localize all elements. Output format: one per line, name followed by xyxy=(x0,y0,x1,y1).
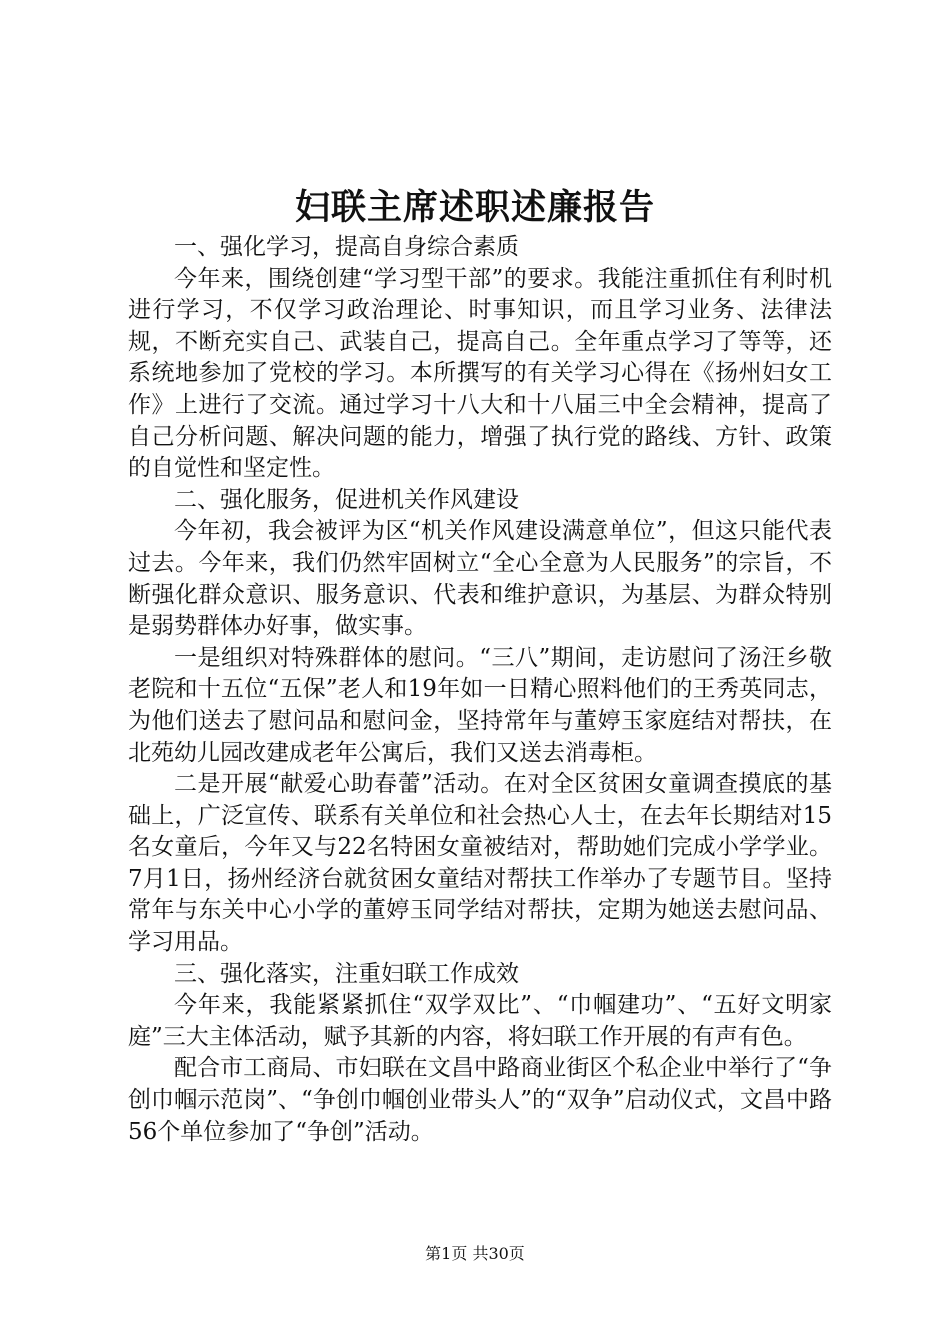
document-body xyxy=(128,232,832,1148)
page-footer: 第1页 共30页 xyxy=(425,1244,525,1263)
section-heading-2: 二、强化服务，促进机关作风建设 xyxy=(174,486,519,513)
document-title: 妇联主席述职述廉报告 xyxy=(294,187,655,228)
section-heading-3: 三、强化落实，注重妇联工作成效 xyxy=(174,960,519,987)
paragraph: 一是组织对特殊群体的慰问。“三八”期间，走访慰问了汤汪乡敬老院和十五位“五保”老人和19年如一日精心照料他们的王秀英同志，为他们送去了慰问品和慰问金，坚持常年与董婷玉家庭结对帮扶，在北苑幼儿园改建成老年公寓后，我们又送去消毒柜。 xyxy=(128,644,832,766)
section-heading-1: 一、强化学习，提高自身综合素质 xyxy=(174,234,519,260)
paragraph: 今年来，我能紧紧抓住“双学双比”、“巾帼建功”、“五好文明家庭”三大主体活动，赋予其新的内容，将妇联工作开展的有声有色。 xyxy=(128,992,832,1050)
paragraph: 今年初，我会被评为区“机关作风建设满意单位”，但这只能代表过去。今年来，我们仍然牢固树立“全心全意为人民服务”的宗旨，不断强化群众意识、服务意识、代表和维护意识，为基层、为群众特别是弱势群体办好事，做实事。 xyxy=(128,518,832,640)
paragraph: 今年来，围绕创建“学习型干部”的要求。我能注重抓住有利时机进行学习，不仅学习政治理论、时事知识，而且学习业务、法律法规，不断充实自己、武装自己，提高自己。全年重点学习了等等，还系统地参加了党校的学习。本所撰写的有关学习心得在《扬州妇女工作》上进行了交流。通过学习十八大和十八届三中全会精神，提高了自己分析问题、解决问题的能力，增强了执行党的路线、方针、政策的自觉性和坚定性。 xyxy=(128,265,832,482)
paragraph: 配合市工商局、市妇联在文昌中路商业街区个私企业中举行了“争创巾帼示范岗”、“争创巾帼创业带头人”的“双争”启动仪式，文昌中路56个单位参加了“争创”活动。 xyxy=(128,1055,832,1145)
paragraph: 二是开展“献爱心助春蕾”活动。在对全区贫困女童调查摸底的基础上，广泛宣传、联系有关单位和社会热心人士，在去年长期结对15名女童后，今年又与22名特困女童被结对，帮助她们完成小学学业。7月1日，扬州经济台就贫困女童结对帮扶工作举办了专题节目。坚持常年与东关中心小学的董婷玉同学结对帮扶，定期为她送去慰问品、学习用品。 xyxy=(128,771,832,956)
